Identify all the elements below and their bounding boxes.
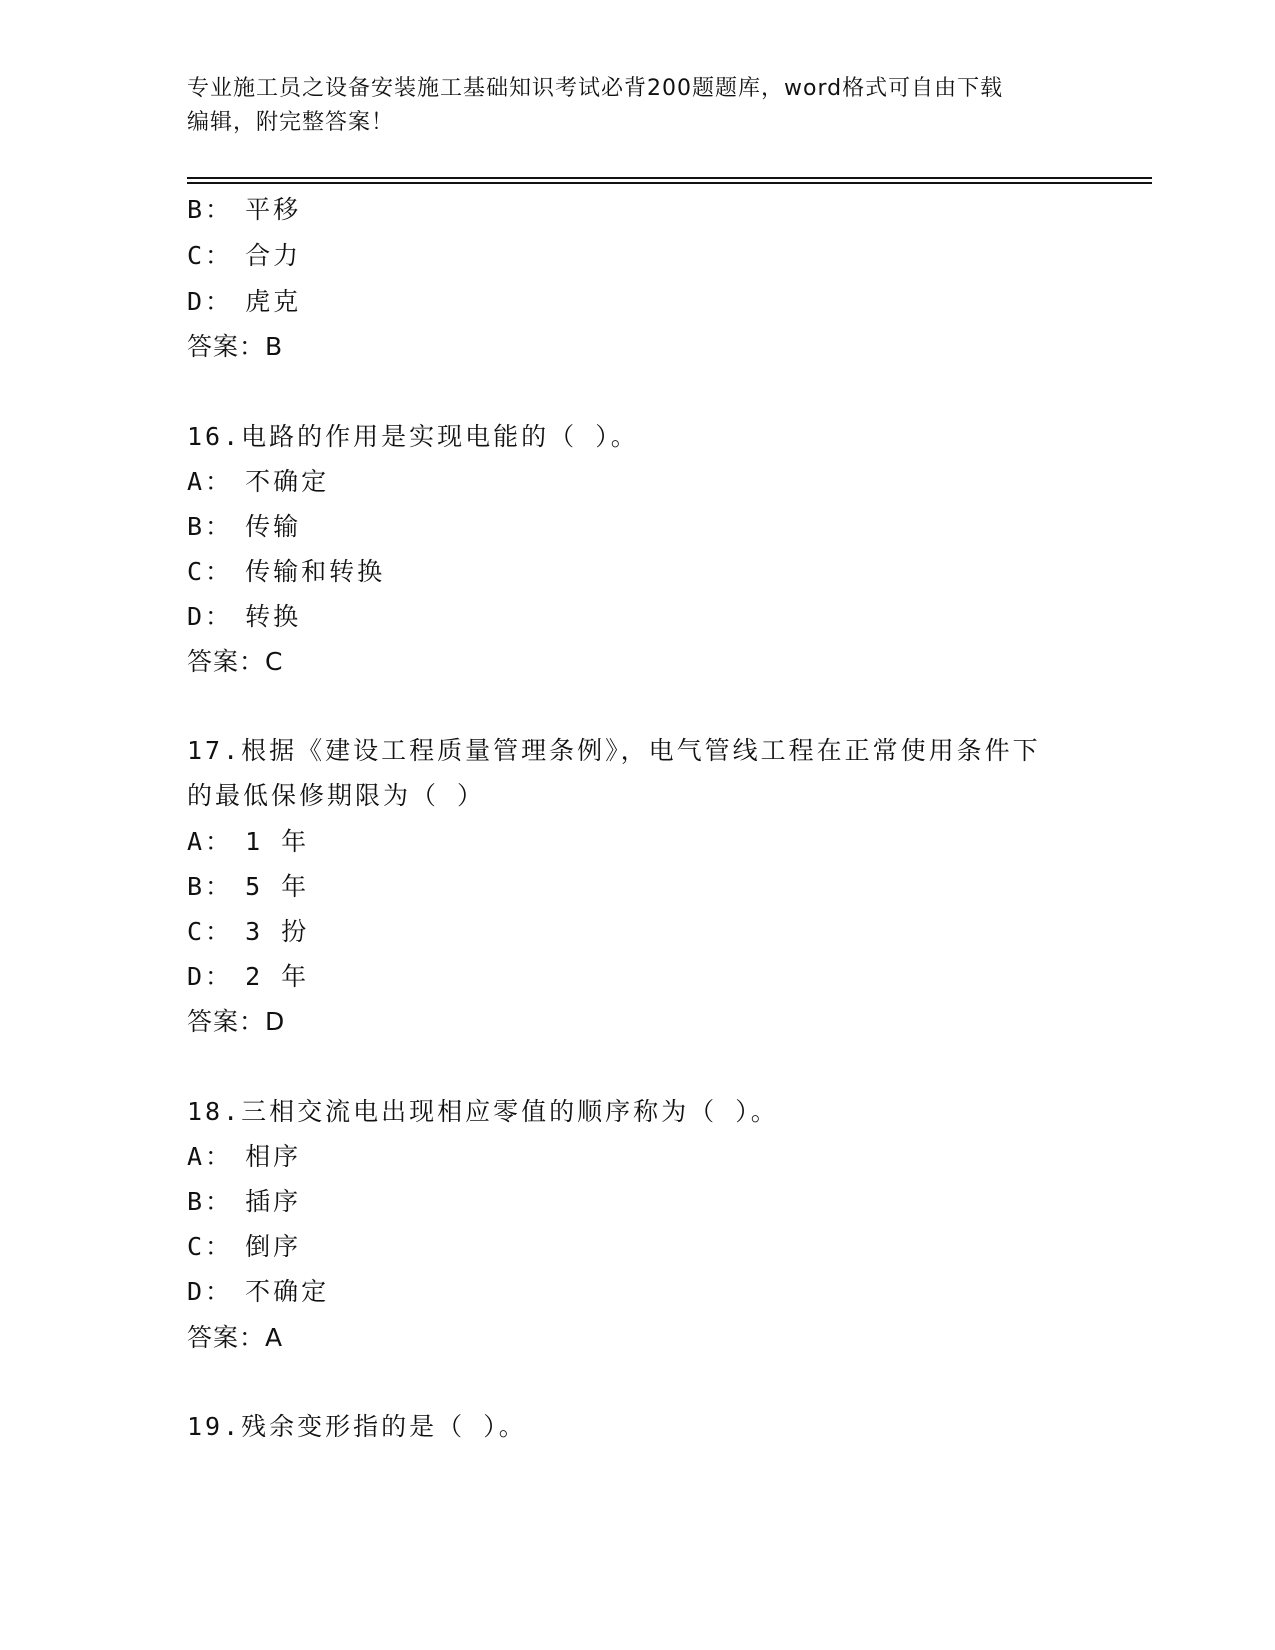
option-key: C： [187,1232,234,1261]
option-key: B： [187,512,234,541]
q17-question-line-2: 的最低保修期限为（ ） [187,781,486,810]
q18-option-d [187,1276,329,1308]
q16-option-c [187,556,385,588]
option-text: 相序 [245,1142,302,1171]
option-text: 平移 [245,195,302,224]
q16-answer: 答案：C [187,647,284,676]
q16-option-b [187,511,301,543]
option-text: 3 扮 [245,917,310,946]
option-text: 插序 [245,1187,302,1216]
option-key: B： [187,1187,234,1216]
q18-option-a [187,1141,301,1173]
q15-option-c [187,240,301,272]
option-key: B： [187,872,234,901]
option-text: 不确定 [245,467,330,496]
header-divider-bottom [187,182,1152,184]
q16-question: 16.电路的作用是实现电能的（ ）。 [187,422,639,451]
option-text: 传输和转换 [245,557,386,586]
option-text: 合力 [245,241,302,270]
header-divider-top [187,177,1152,179]
header-line-1: 专业施工员之设备安装施工基础知识考试必背200题题库，word格式可自由下载 [187,76,1004,101]
option-key: B： [187,195,234,224]
q15-option-b [187,194,301,226]
header-line-2: 编辑，附完整答案！ [187,110,395,135]
q18-option-b [187,1186,301,1218]
q18-question: 18.三相交流电出现相应零值的顺序称为（ ）。 [187,1097,779,1126]
option-text: 2 年 [245,962,310,991]
q17-option-d [187,961,309,993]
q17-option-b [187,871,309,903]
option-key: D： [187,602,234,631]
q15-answer: 答案：B [187,332,284,361]
option-key: A： [187,827,234,856]
option-text: 传输 [245,512,302,541]
option-text: 转换 [245,602,302,631]
q16-option-a [187,466,329,498]
q17-option-c [187,916,309,948]
option-text: 不确定 [245,1277,330,1306]
q17-option-a [187,826,309,858]
q18-option-c [187,1231,301,1263]
q15-option-d [187,286,301,318]
q18-answer: 答案：A [187,1323,284,1352]
option-key: D： [187,287,234,316]
q17-question-line-1: 17.根据《建设工程质量管理条例》，电气管线工程在正常使用条件下 [187,736,1041,765]
q16-option-d [187,601,301,633]
q17-answer: 答案：D [187,1007,286,1036]
option-text: 虎克 [245,287,302,316]
option-key: A： [187,467,234,496]
q19-question: 19.残余变形指的是（ ）。 [187,1412,527,1441]
option-key: D： [187,962,234,991]
option-text: 倒序 [245,1232,302,1261]
option-key: D： [187,1277,234,1306]
option-key: C： [187,557,234,586]
option-text: 5 年 [245,872,310,901]
option-key: C： [187,917,234,946]
option-key: A： [187,1142,234,1171]
document-header [187,72,1087,140]
option-text: 1 年 [245,827,310,856]
option-key: C： [187,241,234,270]
